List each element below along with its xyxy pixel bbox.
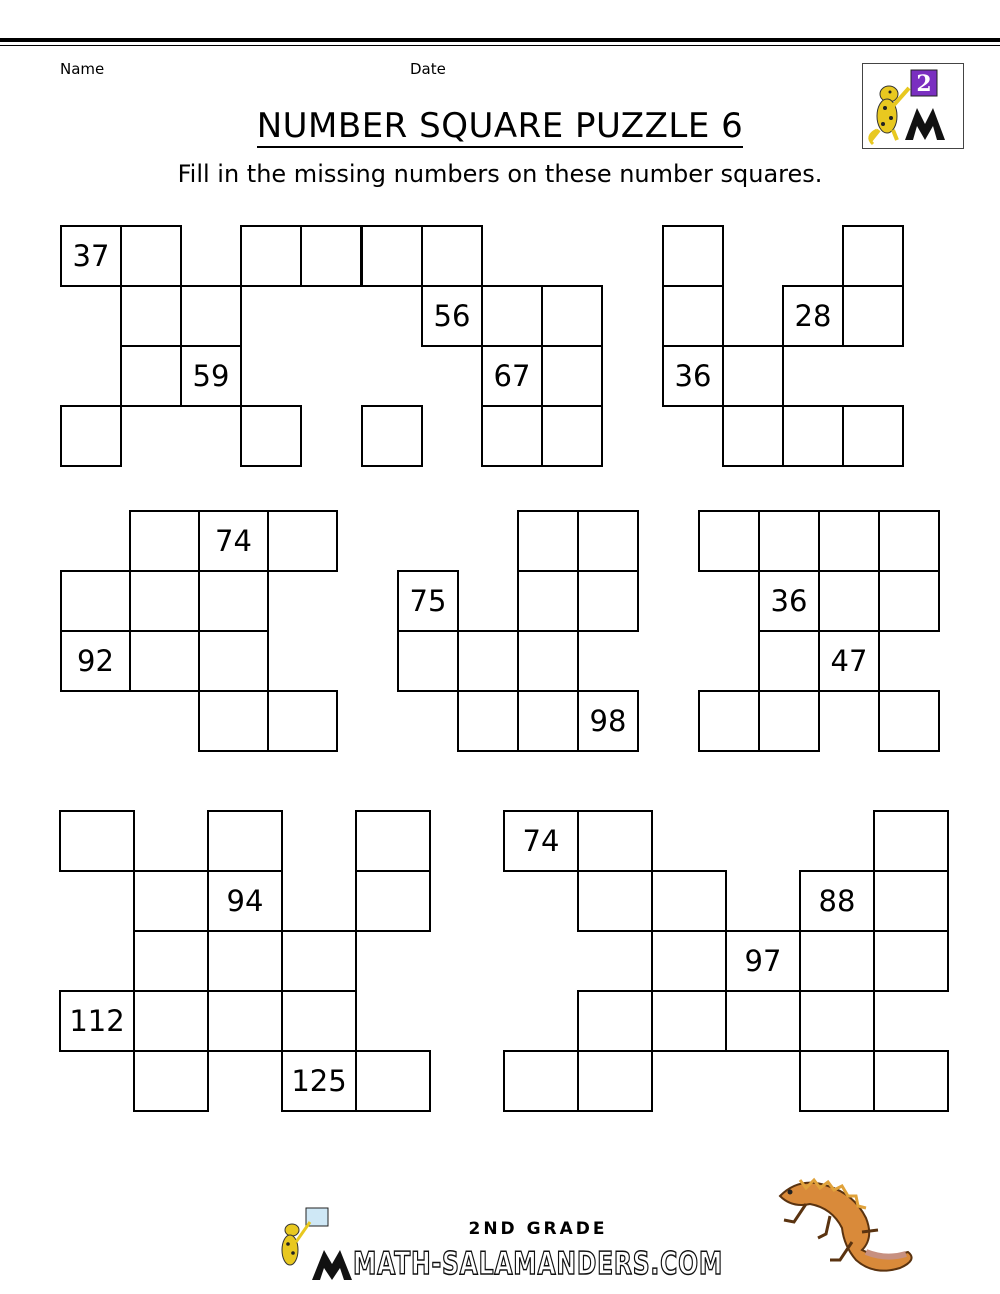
given-number-cell: 98 <box>577 690 639 752</box>
blank-answer-cell[interactable] <box>240 225 302 287</box>
blank-answer-cell[interactable] <box>281 990 357 1052</box>
blank-answer-cell[interactable] <box>355 810 431 872</box>
blank-answer-cell[interactable] <box>397 630 459 692</box>
blank-answer-cell[interactable] <box>662 225 724 287</box>
blank-answer-cell[interactable] <box>457 630 519 692</box>
blank-answer-cell[interactable] <box>198 690 269 752</box>
name-label: Name <box>60 60 105 78</box>
given-number-cell: 37 <box>60 225 122 287</box>
blank-answer-cell[interactable] <box>120 345 182 407</box>
grade-text: 2ND GRADE <box>468 1219 608 1239</box>
given-number-cell: 67 <box>481 345 543 407</box>
blank-answer-cell[interactable] <box>267 510 338 572</box>
blank-answer-cell[interactable] <box>281 930 357 992</box>
blank-answer-cell[interactable] <box>517 510 579 572</box>
given-number-cell: 75 <box>397 570 459 632</box>
page-title-text: NUMBER SQUARE PUZZLE 6 <box>256 106 744 146</box>
blank-answer-cell[interactable] <box>481 405 543 467</box>
blank-answer-cell[interactable] <box>818 570 880 632</box>
blank-answer-cell[interactable] <box>782 405 844 467</box>
blank-answer-cell[interactable] <box>457 690 519 752</box>
blank-answer-cell[interactable] <box>878 570 940 632</box>
blank-answer-cell[interactable] <box>842 405 904 467</box>
blank-answer-cell[interactable] <box>577 570 639 632</box>
given-number-cell: 125 <box>281 1050 357 1112</box>
given-number-cell: 74 <box>503 810 579 872</box>
salamander-illustration <box>770 1168 920 1278</box>
salamander-icon <box>770 1168 920 1278</box>
given-number-cell: 47 <box>818 630 880 692</box>
blank-answer-cell[interactable] <box>133 990 209 1052</box>
given-number-cell: 74 <box>198 510 269 572</box>
blank-answer-cell[interactable] <box>207 810 283 872</box>
blank-answer-cell[interactable] <box>517 570 579 632</box>
blank-answer-cell[interactable] <box>503 1050 579 1112</box>
blank-answer-cell[interactable] <box>198 570 269 632</box>
blank-answer-cell[interactable] <box>873 1050 949 1112</box>
blank-answer-cell[interactable] <box>240 405 302 467</box>
blank-answer-cell[interactable] <box>758 690 820 752</box>
blank-answer-cell[interactable] <box>662 285 724 347</box>
footer-logo <box>258 1200 728 1280</box>
given-number-cell: 88 <box>799 870 875 932</box>
blank-answer-cell[interactable] <box>481 285 543 347</box>
blank-answer-cell[interactable] <box>517 690 579 752</box>
blank-answer-cell[interactable] <box>60 405 122 467</box>
blank-answer-cell[interactable] <box>120 225 182 287</box>
blank-answer-cell[interactable] <box>873 870 949 932</box>
blank-answer-cell[interactable] <box>129 630 200 692</box>
date-label: Date <box>410 60 446 78</box>
blank-answer-cell[interactable] <box>577 510 639 572</box>
blank-answer-cell[interactable] <box>129 570 200 632</box>
blank-answer-cell[interactable] <box>758 510 820 572</box>
blank-answer-cell[interactable] <box>878 690 940 752</box>
blank-answer-cell[interactable] <box>133 1050 209 1112</box>
given-number-cell: 112 <box>59 990 135 1052</box>
blank-answer-cell[interactable] <box>421 225 483 287</box>
blank-answer-cell[interactable] <box>698 690 760 752</box>
blank-answer-cell[interactable] <box>698 510 760 572</box>
given-number-cell: 36 <box>662 345 724 407</box>
blank-answer-cell[interactable] <box>651 930 727 992</box>
blank-answer-cell[interactable] <box>878 510 940 572</box>
blank-answer-cell[interactable] <box>129 510 200 572</box>
blank-answer-cell[interactable] <box>361 225 423 287</box>
given-number-cell: 94 <box>207 870 283 932</box>
given-number-cell: 56 <box>421 285 483 347</box>
blank-answer-cell[interactable] <box>577 1050 653 1112</box>
blank-answer-cell[interactable] <box>541 345 603 407</box>
instructions: Fill in the missing numbers on these number squares. <box>177 160 823 188</box>
site-text: MATH-SALAMANDERS.COM <box>353 1246 723 1282</box>
blank-answer-cell[interactable] <box>842 225 904 287</box>
math-salamanders-logo-icon <box>258 1200 728 1280</box>
badge-number: 2 <box>916 71 932 97</box>
blank-answer-cell[interactable] <box>799 1050 875 1112</box>
blank-answer-cell[interactable] <box>267 690 338 752</box>
blank-answer-cell[interactable] <box>180 285 242 347</box>
blank-answer-cell[interactable] <box>59 810 135 872</box>
given-number-cell: 92 <box>60 630 131 692</box>
blank-answer-cell[interactable] <box>722 345 784 407</box>
blank-answer-cell[interactable] <box>541 285 603 347</box>
blank-answer-cell[interactable] <box>651 870 727 932</box>
blank-answer-cell[interactable] <box>842 285 904 347</box>
blank-answer-cell[interactable] <box>355 1050 431 1112</box>
blank-answer-cell[interactable] <box>799 990 875 1052</box>
blank-answer-cell[interactable] <box>300 225 362 287</box>
blank-answer-cell[interactable] <box>133 870 209 932</box>
blank-answer-cell[interactable] <box>207 930 283 992</box>
blank-answer-cell[interactable] <box>577 870 653 932</box>
blank-answer-cell[interactable] <box>799 930 875 992</box>
blank-answer-cell[interactable] <box>651 990 727 1052</box>
blank-answer-cell[interactable] <box>207 990 283 1052</box>
given-number-cell: 59 <box>180 345 242 407</box>
blank-answer-cell[interactable] <box>818 510 880 572</box>
blank-answer-cell[interactable] <box>517 630 579 692</box>
blank-answer-cell[interactable] <box>361 405 423 467</box>
blank-answer-cell[interactable] <box>198 630 269 692</box>
blank-answer-cell[interactable] <box>722 405 784 467</box>
blank-answer-cell[interactable] <box>541 405 603 467</box>
blank-answer-cell[interactable] <box>60 570 131 632</box>
blank-answer-cell[interactable] <box>133 930 209 992</box>
blank-answer-cell[interactable] <box>873 810 949 872</box>
blank-answer-cell[interactable] <box>758 630 820 692</box>
blank-answer-cell[interactable] <box>120 285 182 347</box>
blank-answer-cell[interactable] <box>577 990 653 1052</box>
blank-answer-cell[interactable] <box>725 990 801 1052</box>
blank-answer-cell[interactable] <box>355 870 431 932</box>
given-number-cell: 97 <box>725 930 801 992</box>
given-number-cell: 36 <box>758 570 820 632</box>
given-number-cell: 28 <box>782 285 844 347</box>
blank-answer-cell[interactable] <box>577 810 653 872</box>
blank-answer-cell[interactable] <box>873 930 949 992</box>
